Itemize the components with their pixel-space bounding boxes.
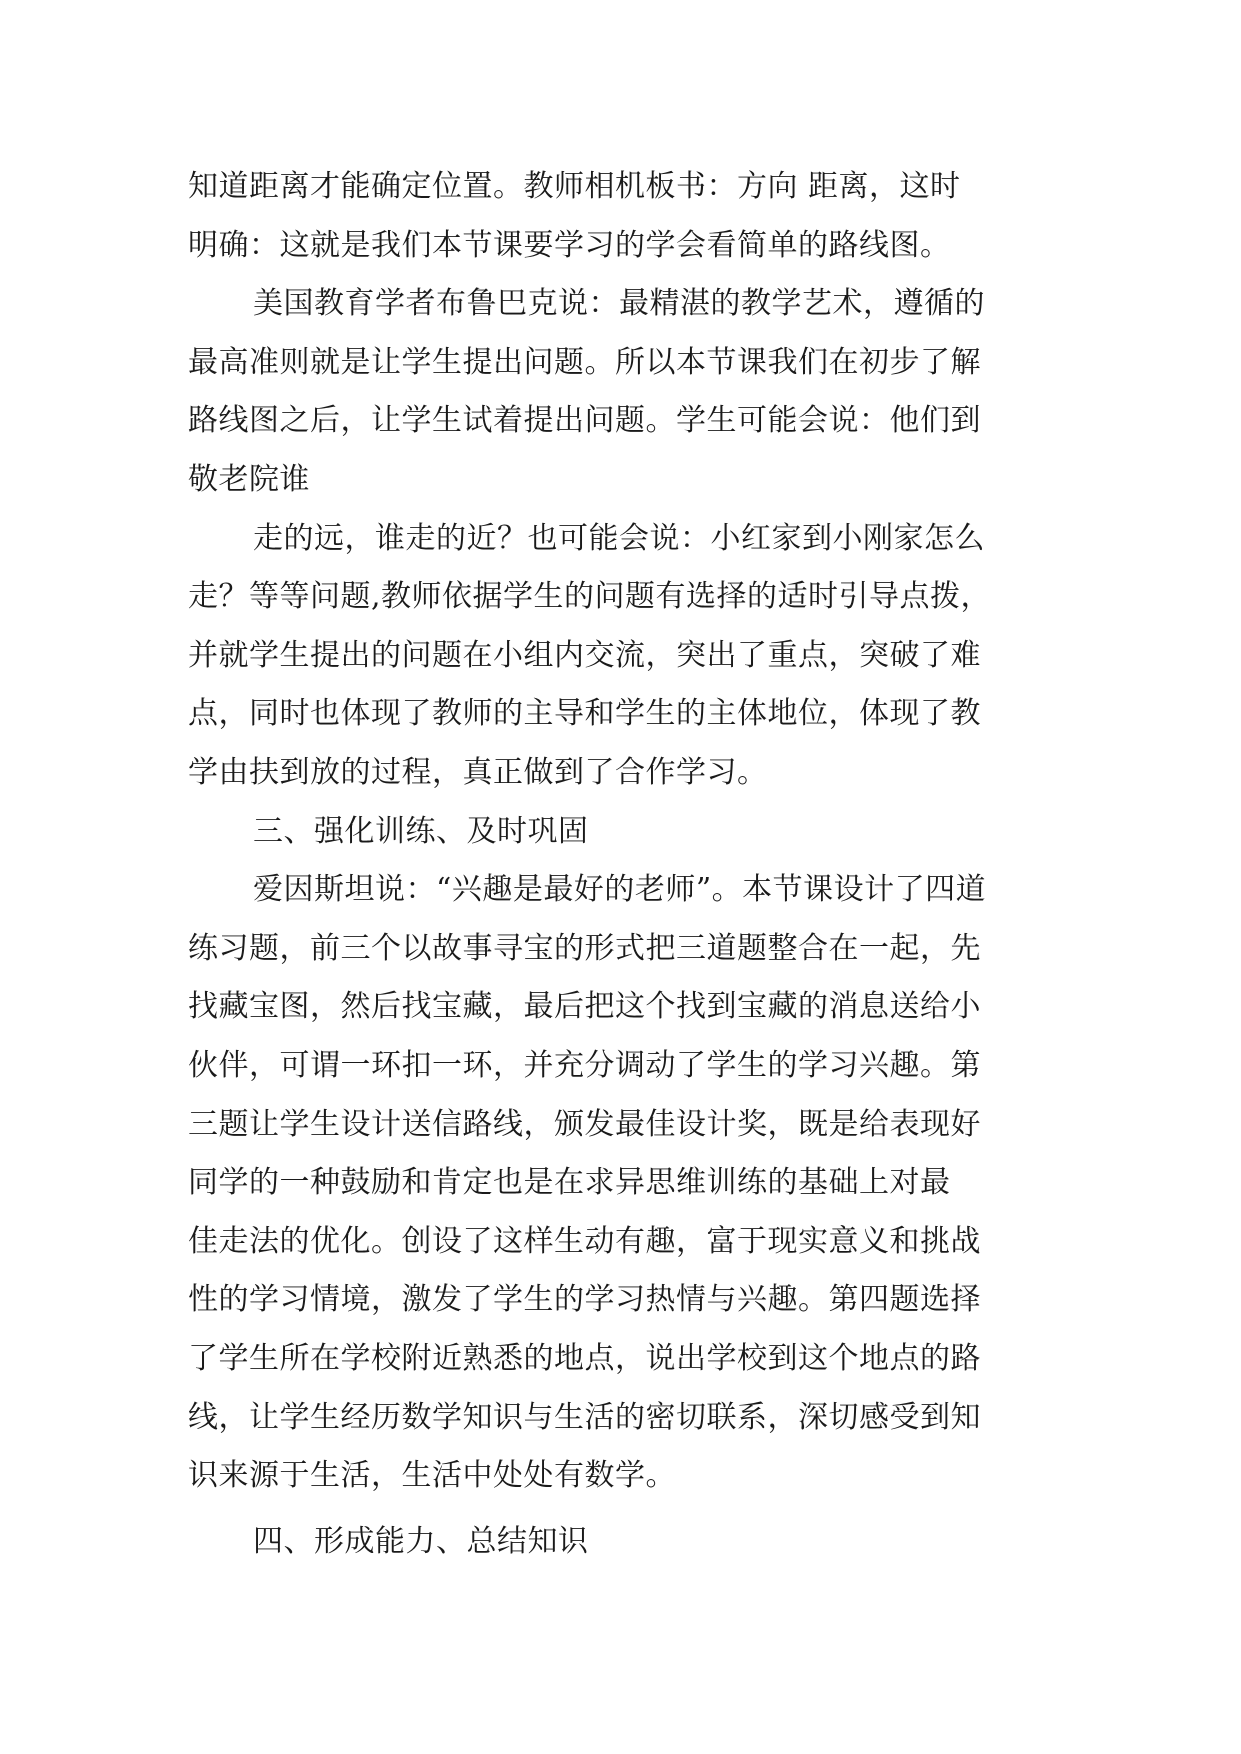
text-line: 明确：这就是我们本节课要学习的学会看简单的路线图。 bbox=[188, 228, 951, 263]
text-line: 性的学习情境，激发了学生的学习热情与兴趣。第四题选择 bbox=[188, 1282, 981, 1317]
text-line: 知道距离才能确定位置。教师相机板书：方向 距离，这时 bbox=[188, 169, 961, 204]
text-line: 学由扶到放的过程，真正做到了合作学习。 bbox=[188, 755, 768, 790]
text-line: 同学的一种鼓励和肯定也是在求异思维训练的基础上对最 bbox=[188, 1165, 951, 1200]
text-line: 敬老院谁 bbox=[188, 462, 310, 497]
text-line: 三题让学生设计送信路线，颁发最佳设计奖，既是给表现好 bbox=[188, 1107, 981, 1142]
text-line: 爱因斯坦说：“兴趣是最好的老师”。本节课设计了四道 bbox=[253, 872, 987, 907]
text-line: 了学生所在学校附近熟悉的地点，说出学校到这个地点的路 bbox=[188, 1341, 981, 1376]
text-line: 走？等等问题,教师依据学生的问题有选择的适时引导点拨， bbox=[188, 579, 992, 614]
text-line: 美国教育学者布鲁巴克说：最精湛的教学艺术，遵循的 bbox=[253, 286, 985, 321]
text-line: 伙伴，可谓一环扣一环，并充分调动了学生的学习兴趣。第 bbox=[188, 1048, 981, 1083]
section-heading: 四、形成能力、总结知识 bbox=[253, 1524, 589, 1559]
text-line: 找藏宝图，然后找宝藏，最后把这个找到宝藏的消息送给小 bbox=[188, 989, 981, 1024]
text-line: 佳走法的优化。创设了这样生动有趣，富于现实意义和挑战 bbox=[188, 1224, 981, 1259]
text-line: 走的远，谁走的近？也可能会说：小红家到小刚家怎么 bbox=[253, 521, 985, 556]
text-line: 最高准则就是让学生提出问题。所以本节课我们在初步了解 bbox=[188, 345, 981, 380]
text-line: 识来源于生活，生活中处处有数学。 bbox=[188, 1458, 676, 1493]
section-heading: 三、强化训练、及时巩固 bbox=[253, 814, 589, 849]
text-line: 点，同时也体现了教师的主导和学生的主体地位，体现了教 bbox=[188, 696, 981, 731]
text-line: 路线图之后，让学生试着提出问题。学生可能会说：他们到 bbox=[188, 403, 981, 438]
text-line: 并就学生提出的问题在小组内交流，突出了重点，突破了难 bbox=[188, 638, 981, 673]
text-line: 练习题，前三个以故事寻宝的形式把三道题整合在一起，先 bbox=[188, 931, 981, 966]
text-line: 线，让学生经历数学知识与生活的密切联系，深切感受到知 bbox=[188, 1400, 981, 1435]
